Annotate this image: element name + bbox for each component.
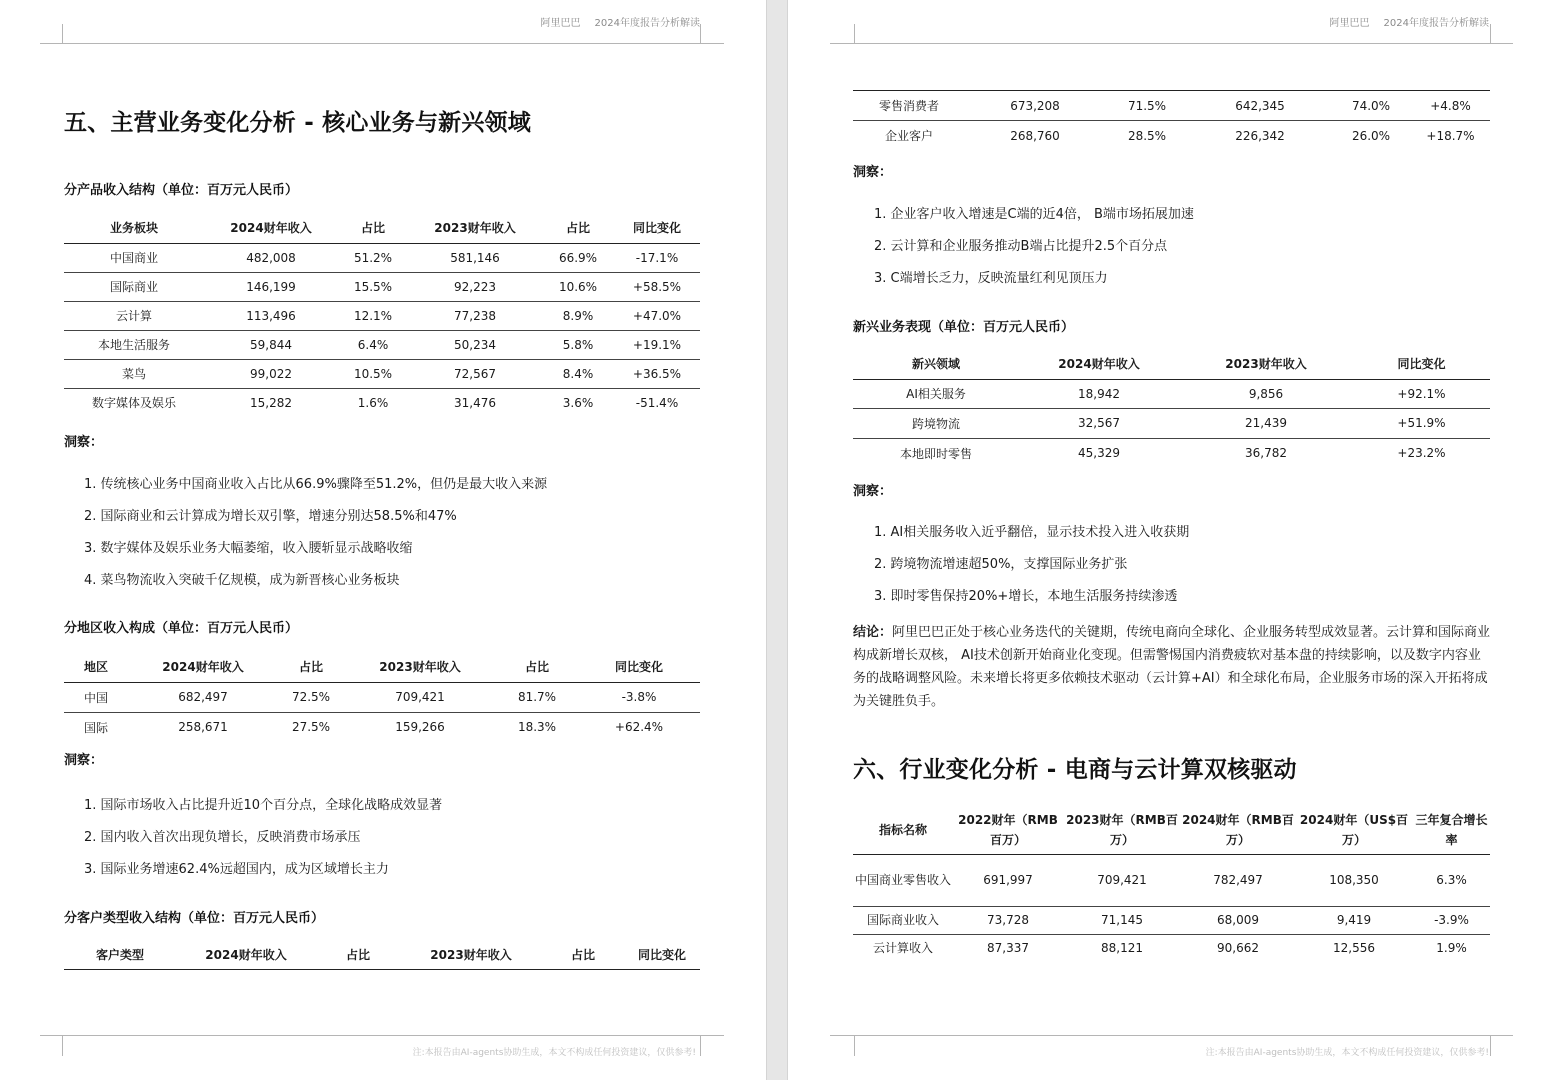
value-cell: +36.5%: [614, 359, 700, 388]
value-cell: 12,556: [1333, 941, 1375, 956]
table-row: [853, 438, 1490, 468]
value-cell: 682,497: [128, 682, 278, 712]
column-header: 占比: [542, 213, 614, 243]
value-cell: 18.3%: [517, 720, 557, 735]
corner-mark: [1490, 1036, 1491, 1056]
value-cell: -51.4%: [635, 395, 679, 410]
value-cell: 1.6%: [357, 395, 389, 410]
conclusion-paragraph: [853, 621, 1491, 713]
insight-item: 1. 传统核心业务中国商业收入占比从66.9%骤降至51.2%，但仍是最大收入来源: [84, 477, 548, 492]
insight-label: 洞察：: [853, 165, 893, 180]
value-cell: 26.0%: [1351, 128, 1391, 143]
column-header: 地区: [64, 652, 128, 682]
value-cell: +18.7%: [1426, 128, 1475, 143]
table-row: [853, 121, 1490, 151]
page-gutter: [766, 0, 788, 1080]
value-cell: 28.5%: [1127, 128, 1167, 143]
column-header: 指标名称: [853, 806, 953, 854]
column-header: 业务板块: [64, 213, 204, 243]
insight-item: 2. 云计算和企业服务推动B端占比提升2.5个百分点: [874, 239, 1168, 254]
value-cell: -3.9%: [1413, 906, 1490, 934]
value-cell: 10.6%: [542, 272, 614, 301]
industry-metrics-table: [853, 806, 1490, 962]
value-cell: +51.9%: [1353, 409, 1490, 439]
product-table-title: 分产品收入结构（单位：百万元人民币）: [64, 183, 299, 198]
section-title: 六、行业变化分析 - 电商与云计算双核驱动: [853, 757, 1297, 783]
table-row: [64, 301, 700, 330]
conclusion-label: 结论：: [853, 625, 893, 640]
column-header: 占比: [542, 941, 624, 969]
page-header: [1330, 14, 1489, 29]
footer-disclaimer: 注:本报告由AI-agents协助生成，本文不构成任何投资建议，仅供参考!: [1205, 1048, 1489, 1058]
corner-mark: [700, 24, 701, 44]
header-company: 阿里巴巴: [1329, 18, 1370, 29]
value-cell: 74.0%: [1331, 91, 1411, 121]
column-header: 占比: [338, 213, 408, 243]
value-cell: 92,223: [408, 272, 542, 301]
insight-item: 3. 即时零售保持20%+增长，本地生活服务持续渗透: [874, 589, 1178, 604]
column-header: 占比: [316, 941, 400, 969]
value-cell: 15,282: [250, 395, 292, 410]
column-header: 新兴领域: [853, 349, 1019, 379]
table-row: [64, 682, 700, 712]
column-header: 2024财年收入: [128, 652, 278, 682]
value-cell: 9,419: [1295, 906, 1413, 934]
page-left: [0, 0, 766, 1080]
value-cell: 6.4%: [338, 330, 408, 359]
value-cell: 5.8%: [542, 330, 614, 359]
corner-mark: [1490, 24, 1491, 44]
row-label-cell: 菜鸟: [64, 359, 204, 388]
column-header: 三年复合增长率: [1413, 806, 1490, 854]
column-header: 2024财年收入: [1019, 349, 1179, 379]
value-cell: +47.0%: [614, 301, 700, 330]
value-cell: 226,342: [1235, 128, 1285, 143]
insight-item: 1. AI相关服务收入近乎翻倍，显示技术投入进入收获期: [874, 525, 1190, 540]
conclusion-text: 阿里巴巴正处于核心业务迭代的关键期，传统电商向全球化、企业服务转型成效显著。云计算和国际商业构成新增长双核， AI技术创新开始商业化变现。但需警惕国内消费疲软对基本盘的持续影响，以及数字内容业务的战略调整风险。未来增长将更多依赖技术驱动（云计算+AI）和全球化布局，企业服务市场的深入开拓将成为关键胜负手。: [853, 625, 1491, 709]
row-label-cell: 国际商业: [64, 272, 204, 301]
value-cell: 12.1%: [338, 301, 408, 330]
column-header: 2024财年（US$百万）: [1295, 806, 1413, 854]
value-cell: 66.9%: [542, 243, 614, 272]
emerging-table-title: 新兴业务表现（单位：百万元人民币）: [853, 320, 1075, 335]
insight-label: 洞察：: [853, 484, 893, 499]
column-header: 同比变化: [624, 941, 700, 969]
value-cell: 108,350: [1295, 854, 1413, 906]
insight-label: 洞察：: [64, 753, 104, 768]
row-label-cell: 本地生活服务: [64, 330, 204, 359]
value-cell: 36,782: [1245, 446, 1287, 460]
row-label-cell: 云计算: [64, 301, 204, 330]
header-company: 阿里巴巴: [540, 18, 581, 29]
insight-item: 4. 菜鸟物流收入突破千亿规模，成为新晋核心业务板块: [84, 573, 400, 588]
value-cell: 10.5%: [338, 359, 408, 388]
value-cell: 642,345: [1189, 91, 1331, 121]
table-row: [64, 330, 700, 359]
value-cell: 268,760: [1010, 128, 1060, 143]
header-rule: [40, 43, 724, 44]
column-header: 2023财年收入: [400, 941, 542, 969]
corner-mark: [62, 1036, 63, 1056]
column-header: 2022财年（RMB百万）: [953, 806, 1063, 854]
table-row: [853, 854, 1490, 906]
value-cell: 21,439: [1179, 409, 1353, 439]
value-cell: 673,208: [965, 91, 1105, 121]
insight-item: 2. 国内收入首次出现负增长，反映消费市场承压: [84, 830, 361, 845]
corner-mark: [62, 24, 63, 44]
value-cell: 782,497: [1181, 854, 1295, 906]
table-row: [853, 91, 1490, 121]
value-cell: 1.9%: [1436, 941, 1467, 956]
column-header: 占比: [278, 652, 344, 682]
table-row: [64, 712, 700, 742]
table-row: [64, 388, 700, 417]
value-cell: 581,146: [408, 243, 542, 272]
table-row: [853, 934, 1490, 962]
insight-item: 3. 国际业务增速62.4%远超国内，成为区域增长主力: [84, 862, 389, 877]
row-label-cell: 中国: [64, 682, 128, 712]
value-cell: 9,856: [1179, 379, 1353, 409]
row-label-cell: 数字媒体及娱乐: [91, 396, 176, 411]
value-cell: 59,844: [204, 330, 338, 359]
row-label-cell: 跨境物流: [853, 409, 1019, 439]
value-cell: 709,421: [344, 682, 496, 712]
value-cell: 72.5%: [278, 682, 344, 712]
table-row: [853, 906, 1490, 934]
row-label-cell: 云计算收入: [872, 941, 933, 956]
insight-item: 2. 跨境物流增速超50%，支撑国际业务扩张: [874, 557, 1128, 572]
value-cell: 3.6%: [562, 395, 594, 410]
row-label-cell: 企业客户: [884, 129, 933, 144]
corner-mark: [700, 1036, 701, 1056]
row-label-cell: 国际: [83, 720, 108, 735]
column-header: 同比变化: [614, 213, 700, 243]
value-cell: 18,942: [1019, 379, 1179, 409]
table-row: [853, 409, 1490, 439]
value-cell: 258,671: [178, 720, 228, 735]
value-cell: 8.4%: [542, 359, 614, 388]
table-row: [853, 379, 1490, 409]
value-cell: 146,199: [204, 272, 338, 301]
value-cell: 50,234: [408, 330, 542, 359]
value-cell: 71,145: [1063, 906, 1181, 934]
value-cell: 81.7%: [496, 682, 578, 712]
value-cell: 73,728: [953, 906, 1063, 934]
table-row: [64, 243, 700, 272]
column-header: 2023财年收入: [344, 652, 496, 682]
column-header: 2023财年（RMB百万）: [1063, 806, 1181, 854]
header-doc-title: 2024年度报告分析解读: [1383, 18, 1489, 29]
value-cell: 72,567: [408, 359, 542, 388]
column-header: 占比: [496, 652, 578, 682]
value-cell: 32,567: [1019, 409, 1179, 439]
insight-item: 1. 国际市场收入占比提升近10个百分点，全球化战略成效显著: [84, 798, 443, 813]
region-table-title: 分地区收入构成（单位：百万元人民币）: [64, 621, 299, 636]
value-cell: 99,022: [204, 359, 338, 388]
customer-table-title: 分客户类型收入结构（单位：百万元人民币）: [64, 911, 325, 926]
value-cell: +92.1%: [1353, 379, 1490, 409]
emerging-business-table: [853, 349, 1490, 468]
column-header: 同比变化: [1353, 349, 1490, 379]
corner-mark: [854, 24, 855, 44]
product-revenue-table: [64, 213, 700, 417]
header-rule: [830, 43, 1513, 44]
column-header: 同比变化: [578, 652, 700, 682]
table-row: [64, 272, 700, 301]
value-cell: 77,238: [408, 301, 542, 330]
page-header: [541, 14, 700, 29]
corner-mark: [854, 1036, 855, 1056]
customer-revenue-table-header: [64, 941, 700, 970]
value-cell: 159,266: [395, 720, 445, 735]
footer-rule: [40, 1035, 724, 1036]
row-label-cell: 中国商业: [64, 243, 204, 272]
value-cell: 691,997: [953, 854, 1063, 906]
value-cell: +62.4%: [614, 720, 664, 735]
table-row: [64, 359, 700, 388]
column-header: 2023财年收入: [408, 213, 542, 243]
value-cell: 15.5%: [338, 272, 408, 301]
insight-item: 1. 企业客户收入增速是C端的近4倍， B端市场拓展加速: [874, 207, 1194, 222]
value-cell: 27.5%: [291, 720, 331, 735]
column-header: 2023财年收入: [1179, 349, 1353, 379]
value-cell: 68,009: [1181, 906, 1295, 934]
value-cell: -17.1%: [614, 243, 700, 272]
column-header: 客户类型: [64, 941, 176, 969]
row-label-cell: AI相关服务: [853, 379, 1019, 409]
region-revenue-table: [64, 652, 700, 742]
value-cell: 87,337: [987, 941, 1029, 956]
value-cell: 31,476: [454, 395, 496, 410]
value-cell: 709,421: [1063, 854, 1181, 906]
row-label-cell: 中国商业零售收入: [853, 854, 953, 906]
value-cell: 71.5%: [1105, 91, 1189, 121]
insight-item: 2. 国际商业和云计算成为增长双引擎，增速分别达58.5%和47%: [84, 509, 457, 524]
section-title: 五、主营业务变化分析 - 核心业务与新兴领域: [64, 110, 531, 136]
value-cell: +58.5%: [614, 272, 700, 301]
value-cell: 6.3%: [1413, 854, 1490, 906]
customer-revenue-table-continued: [853, 90, 1490, 151]
value-cell: 90,662: [1217, 941, 1259, 956]
header-doc-title: 2024年度报告分析解读: [594, 18, 700, 29]
insight-item: 3. C端增长乏力，反映流量红利见顶压力: [874, 271, 1108, 286]
footer-disclaimer: 注:本报告由AI-agents协助生成，本文不构成任何投资建议，仅供参考!: [412, 1048, 696, 1058]
column-header: 2024财年收入: [204, 213, 338, 243]
row-label-cell: 本地即时零售: [899, 446, 972, 461]
value-cell: -3.8%: [578, 682, 700, 712]
value-cell: 113,496: [204, 301, 338, 330]
column-header: 2024财年收入: [176, 941, 316, 969]
insight-label: 洞察：: [64, 435, 104, 450]
row-label-cell: 零售消费者: [853, 91, 965, 121]
row-label-cell: 国际商业收入: [853, 906, 953, 934]
footer-rule: [830, 1035, 1513, 1036]
value-cell: 45,329: [1078, 446, 1120, 460]
page-right: [788, 0, 1552, 1080]
value-cell: 51.2%: [338, 243, 408, 272]
value-cell: 8.9%: [542, 301, 614, 330]
value-cell: 482,008: [204, 243, 338, 272]
value-cell: +19.1%: [614, 330, 700, 359]
column-header: 2024财年（RMB百万）: [1181, 806, 1295, 854]
value-cell: 88,121: [1101, 941, 1143, 956]
value-cell: +4.8%: [1411, 91, 1490, 121]
value-cell: +23.2%: [1397, 446, 1446, 460]
insight-item: 3. 数字媒体及娱乐业务大幅萎缩，收入腰斩显示战略收缩: [84, 541, 413, 556]
